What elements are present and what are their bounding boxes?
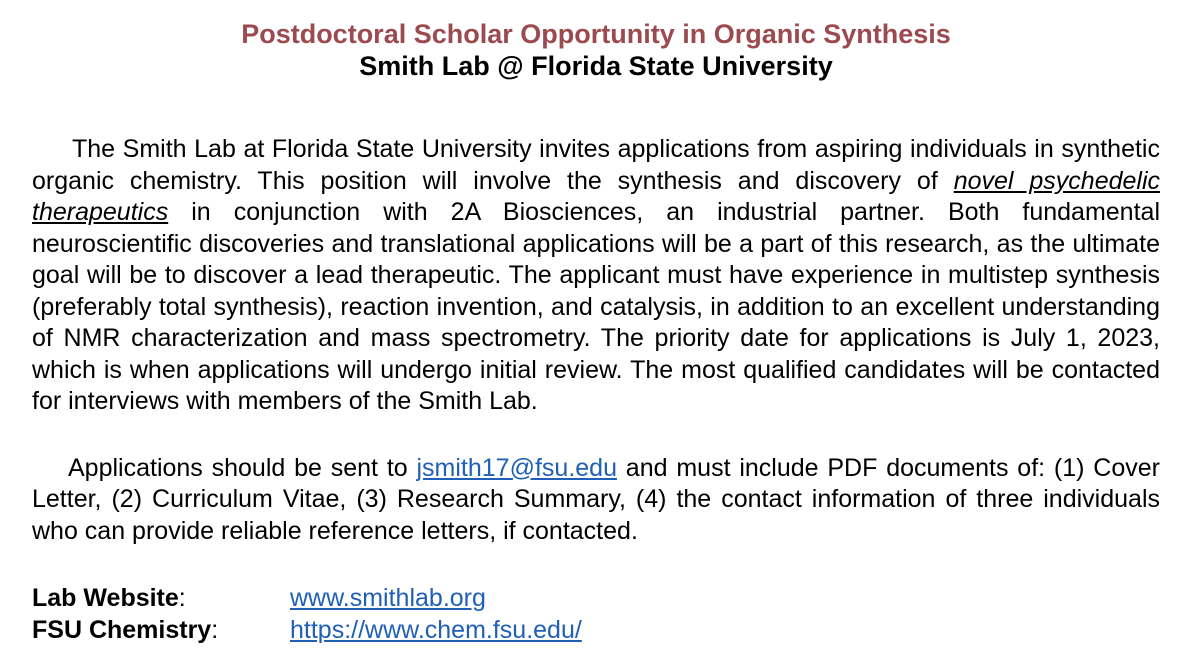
- description-text-end: in conjunction with 2A Biosciences, an industrial partner. Both fundamental neuroscientific discoveries and translational applications will be a part of this research, as the ultimate goal will be to discover a lead therapeutic. The applicant must have experience in multistep synthesis (preferably total synthesis), reaction invention, and catalysis, in addition to an excellent understanding of NMR characterization and mass spectrometry. The priority date for applications is July 1, 2023, which is when applications will undergo initial review. The most qualified candidates will be contacted for interviews with members of the Smith Lab.: [32, 198, 1160, 415]
- instructions-text-end: and must include PDF documents of: (1) Cover Letter, (2) Curriculum Vitae, (3) Research Summary, (4) the contact information of three individuals who can provide reliable reference letters, if contacted.: [32, 453, 1160, 545]
- fsu-chemistry-link[interactable]: https://www.chem.fsu.edu/: [290, 615, 582, 644]
- document: [32, 18, 1160, 646]
- lab-website-link[interactable]: www.smithlab.org: [290, 584, 486, 612]
- application-instructions-paragraph: [32, 453, 1160, 548]
- lab-website-row: [32, 583, 1160, 615]
- email-link[interactable]: jsmith17@fsu.edu: [416, 453, 617, 482]
- page-subtitle: Smith Lab @ Florida State University: [359, 51, 833, 81]
- description-text-start: The Smith Lab at Florida State University invites applications from aspiring individuals in synthetic organic chemistry. This position will involve the synthesis and discovery of: [32, 135, 1160, 195]
- fsu-chemistry-label: FSU Chemistry:: [32, 615, 219, 644]
- emphasis-novel-psychedelic-therapeutics: novel psychedelic therapeutics: [32, 166, 1161, 226]
- lab-website-label: Lab Website:: [32, 584, 186, 612]
- page-title: Postdoctoral Scholar Opportunity in Organic Synthesis: [241, 19, 951, 49]
- links-section: [32, 583, 1160, 646]
- instructions-text-start: Applications should be sent to: [68, 453, 417, 482]
- description-paragraph: [32, 134, 1160, 418]
- fsu-chemistry-row: [32, 615, 1160, 647]
